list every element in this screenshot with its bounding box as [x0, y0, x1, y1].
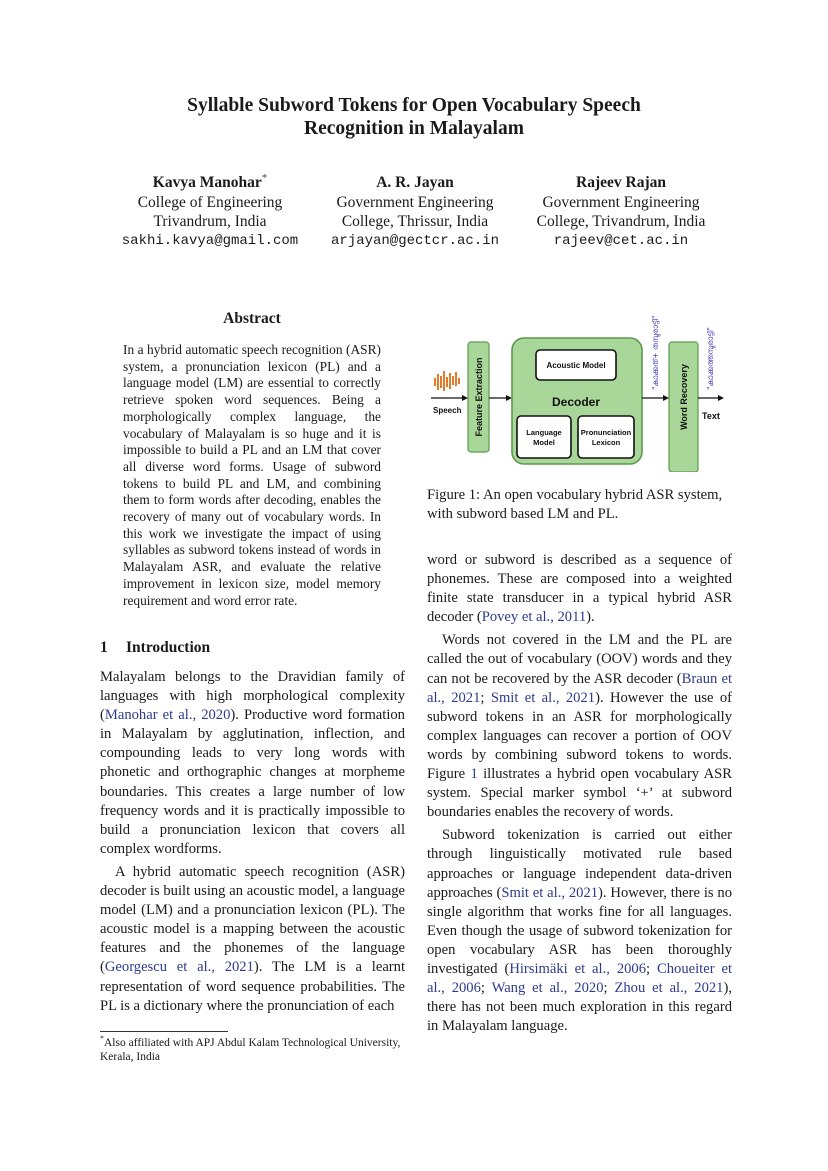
citation-link[interactable]: Manohar et al., 2020: [104, 707, 231, 724]
pronunciation-lexicon-label: Lexicon: [591, 438, 621, 447]
citation-link[interactable]: Braun et al., 2021: [427, 670, 732, 706]
arrow-head: [663, 395, 669, 401]
arrow-head: [718, 395, 724, 401]
citation-link[interactable]: Smit et al., 2021: [501, 884, 599, 901]
right-column: [427, 551, 732, 1036]
language-model-label: Language: [526, 428, 562, 437]
footnote-mark: *: [100, 1034, 104, 1044]
paragraph: word or subword is described as a sequence of phonemes. These are composed into a weighted finite state transducer in a typical hybrid ASR decoder (Povey et al., 2011).: [427, 552, 732, 626]
author-block-2: [315, 173, 515, 251]
citation-link[interactable]: Wang et al., 2020: [491, 980, 604, 997]
paragraph: Subword tokenization is carried out either through linguistically motivated rule based approaches or language independent data-driven approaches (Smit et al., 2021). However, there is no single algorithm that works fine for all languages. Even though the usage of subword tokenization for open vocabulary ASR has been thoroughly investigated (Hirsimäki et al., 2006; Choueiter et al., 2006; Wang et al., 2020; Zhou et al., 2021), there has not been much exploration in this regard in Malayalam language.: [427, 827, 733, 1035]
figure-ref-link[interactable]: 1: [470, 766, 478, 783]
author-block-3: [518, 173, 724, 251]
title-line-1: Syllable Subword Tokens for Open Vocabulary Speech: [187, 95, 641, 116]
citation-link[interactable]: Povey et al., 2011: [481, 609, 587, 626]
arrow-head: [462, 395, 468, 401]
citation-link[interactable]: Zhou et al., 2021: [614, 980, 724, 997]
citation-link[interactable]: Smit et al., 2021: [490, 689, 596, 706]
author-email[interactable]: arjayan@gectcr.ac.in: [330, 232, 500, 249]
feature-extraction-label: Feature Extraction: [474, 357, 484, 437]
footnote: [100, 1036, 405, 1064]
word-output-text: "കാക്കത്തമ്പുരാട്ടി": [706, 327, 715, 390]
subword-output-text: "കാക്കത്+ തമ്പുരാട്ടി": [651, 315, 660, 390]
author-affiliation: College, Thrissur, India: [341, 213, 489, 230]
citation-link[interactable]: Hirsimäki et al., 2006: [509, 960, 647, 977]
text-label: Text: [702, 411, 720, 421]
left-column: [100, 668, 405, 1016]
author-name: Kavya Manohar: [152, 174, 262, 191]
caption-text: An open vocabulary hybrid ASR system, with subword based LM and PL.: [427, 487, 723, 522]
decoder-label: Decoder: [551, 395, 601, 409]
language-model-label: Model: [533, 438, 555, 447]
author-email[interactable]: sakhi.kavya@gmail.com: [121, 232, 299, 249]
citation-link[interactable]: Georgescu et al., 2021: [104, 959, 254, 976]
author-name: A. R. Jayan: [376, 174, 454, 191]
paper-title: [60, 94, 768, 140]
footnote-rule: [100, 1031, 228, 1032]
speech-label: Speech: [433, 406, 462, 415]
author-affiliation: Trivandrum, India: [153, 213, 267, 230]
acoustic-model-label: Acoustic Model: [546, 361, 606, 370]
section-heading: [100, 639, 210, 657]
author-email[interactable]: rajeev@cet.ac.in: [553, 232, 689, 249]
section-number: 1: [100, 639, 108, 656]
citation-link[interactable]: Choueiter et al., 2006: [427, 960, 733, 997]
caption-label: Figure 1:: [427, 487, 481, 503]
paragraph: Words not covered in the LM and the PL are called the out of vocabulary (OOV) words and they can not be recovered by the ASR decoder (Braun et al., 2021; Smit et al., 2021). However the use of subword tokens in an ASR for morphologically complex languages can recover a portion of OOV words by combining subword tokens to words. Figure 1 illustrates a hybrid open vocabulary ASR system. Special marker symbol ‘+’ at subword boundaries enables the recovery of words.: [427, 632, 733, 821]
footnote-mark[interactable]: *: [261, 171, 268, 184]
paragraph: A hybrid automatic speech recognition (ASR) decoder is built using an acoustic model, a language model (LM) and a pronunciation lexicon (PL). The acoustic model is a mapping between the acoustic features and the phonemes of the language (Georgescu et al., 2021). The LM is a learnt representation of word sequence probabilities. The PL is a dictionary where the pronunciation of each: [100, 863, 406, 1014]
abstract-text: In a hybrid automatic speech recognition (ASR) system, a pronunciation lexicon (PL) and a language model (LM) are essential to correctly retrieve spoken word sequences. Being a morphologically complex language, the vocabulary of Malayalam is so huge and it is impossible to build a PL and an LM that cover all diverse word forms. Usage of subword tokens to build PL and LM, and combining them to form words after decoding, enables the recovery of many out of vocabulary words. In this work we investigate the impact of using syllables as subword tokens instead of words in Malayalam ASR, and evaluate the relative improvement in lexicon size, model memory requirement and word error rate.: [123, 342, 381, 608]
section-title: Introduction: [126, 639, 211, 656]
author-affiliation: Government Engineering: [336, 193, 494, 211]
figure-caption: [427, 486, 733, 524]
waveform-icon: [434, 371, 460, 391]
language-model-box: [517, 416, 571, 458]
pronunciation-lexicon-label: Pronunciation: [580, 428, 632, 437]
footnote-text: Also affiliated with APJ Abdul Kalam Technological University, Kerala, India: [100, 1037, 401, 1063]
figure-asr-system: [428, 292, 730, 472]
pronunciation-lexicon-box: [578, 416, 634, 458]
title-line-2: Recognition in Malayalam: [304, 118, 524, 139]
paragraph: Malayalam belongs to the Dravidian family of languages with high morphological complexity (Manohar et al., 2020). Productive word formation in Malayalam by agglutination, inflection, and compounding leads to very long words with phonetic and orthographic changes at morpheme boundaries. This creates a large number of low frequency words and it is practically impossible to build a pronunciation lexicon that covers all complex wordforms.: [100, 669, 405, 857]
author-affiliation: Government Engineering: [542, 193, 700, 211]
arrow-head: [506, 395, 512, 401]
abstract-heading: Abstract: [223, 310, 281, 327]
author-name: Rajeev Rajan: [576, 174, 666, 191]
author-affiliation: College of Engineering: [137, 193, 283, 211]
author-block-1: [110, 173, 310, 251]
author-affiliation: College, Trivandrum, India: [536, 213, 706, 230]
word-recovery-label: Word Recovery: [679, 364, 689, 430]
